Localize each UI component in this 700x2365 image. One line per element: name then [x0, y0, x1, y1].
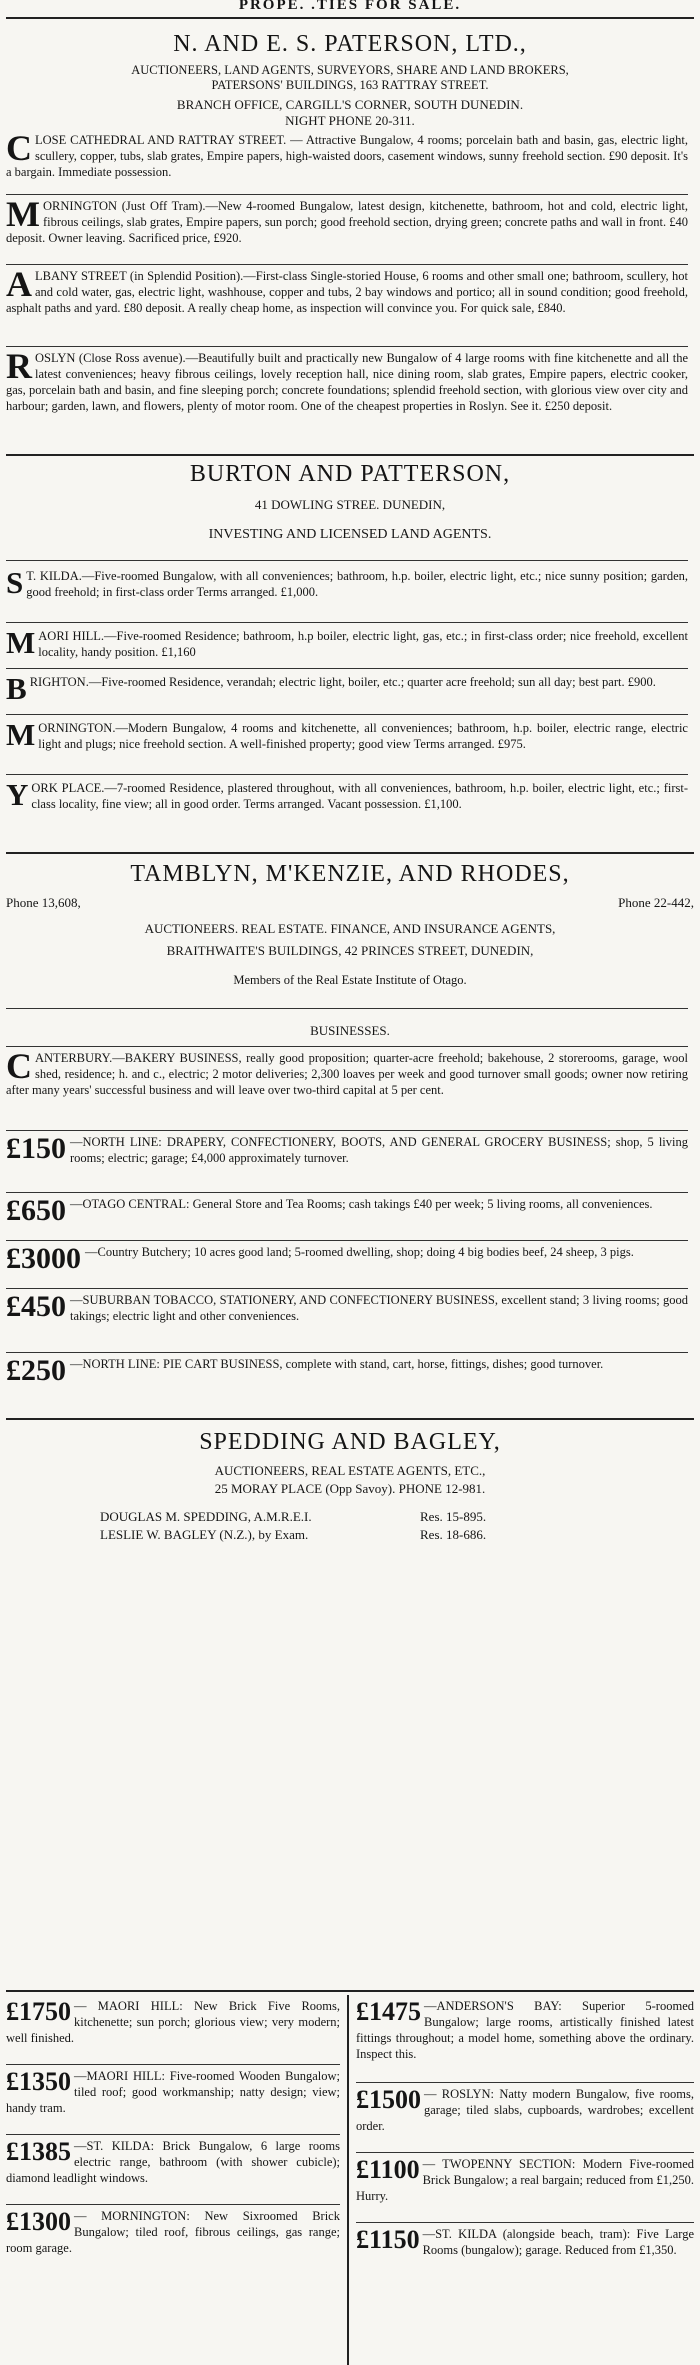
- ad-spedding-left-1: [6, 1998, 340, 2046]
- tamblyn-line2: BRAITHWAITE'S BUILDINGS, 42 PRINCES STREET, DUNEDIN,: [166, 943, 534, 958]
- ad-text: OSLYN (Close Ross avenue).—Beautifully built and practically new Bungalow of 4 large rooms with fine kitchenette and all the latest conveniences; heavy fibrous ceilings, lovely reception hall, nice dining room, slab grates, Empire papers, electric cooker, gas, porcelain bath and basin, and fine sleeping porch; concrete foundations; splendid freehold section, with glorious view over city and harbour; garden, lawn, and flowers, plenty of motor room. One of the cheapest properties in Roslyn. See it. £250 deposit.: [6, 351, 688, 413]
- ad-text: —ANDERSON'S BAY: Superior 5-roomed Bungalow; large rooms, artistically finished latest fittings throughout; a model home, something above the ordinary. Inspect this.: [356, 1999, 694, 2061]
- divider: [6, 714, 688, 715]
- divider: [6, 2204, 340, 2205]
- price: £650: [6, 1194, 66, 1227]
- ad-text: —NORTH LINE: PIE CART BUSINESS, complete with stand, cart, horse, fittings, dishes; good turnover.: [70, 1357, 604, 1371]
- divider: [6, 852, 694, 854]
- divider: [6, 1352, 688, 1353]
- ad-text: — MORNINGTON: New Sixroomed Brick Bungalow; tiled roof, fibrous ceilings, gas range; room garage.: [6, 2209, 340, 2255]
- ad-tamblyn-2: [6, 1194, 688, 1227]
- drop-cap: A: [6, 264, 32, 304]
- staff-res: Res. 15-895.: [420, 1509, 487, 1524]
- paterson-line4: NIGHT PHONE 20-311.: [285, 113, 415, 128]
- ad-paterson-4: [6, 346, 688, 414]
- divider: [6, 1008, 688, 1009]
- divider: [6, 17, 694, 19]
- drop-cap: S: [6, 565, 24, 600]
- price: £250: [6, 1354, 66, 1387]
- tamblyn-heading: BUSINESSES.: [310, 1023, 390, 1038]
- drop-cap: R: [6, 346, 32, 386]
- ad-text: ORNINGTON.—Modern Bungalow, 4 rooms and kitchenette, all conveniences; bathroom, h.p. boiler, electric range, electric light and plugs; nice freehold section. A well-finished property; good view Terms arranged. £975.: [38, 721, 688, 751]
- price: £1150: [356, 2225, 420, 2254]
- ad-text: ORK PLACE.—7-roomed Residence, plastered throughout, with all conveniences, bathroom, h.p. boiler, electric light, etc.; first-class locality, fine view; all in good order. Terms arranged. Vacant possession. £1,100.: [31, 781, 688, 811]
- price: £150: [6, 1132, 66, 1165]
- divider: [356, 2152, 694, 2153]
- paterson-line3: BRANCH OFFICE, CARGILL'S CORNER, SOUTH DUNEDIN.: [176, 97, 524, 112]
- ad-paterson-1: [6, 128, 688, 180]
- drop-cap: Y: [6, 777, 29, 812]
- ad-spedding-right-3: [356, 2156, 694, 2204]
- ad-text: AORI HILL.—Five-roomed Residence; bathroom, h.p boiler, electric light, gas, etc.; in first-class order; nice freehold, excellent locality, handy position. £1,160: [38, 629, 688, 659]
- divider: [6, 1288, 688, 1289]
- drop-cap: C: [6, 128, 32, 168]
- ad-burton-1: [6, 565, 688, 600]
- ad-text: —ST. KILDA (alongside beach, tram): Five Large Rooms (bungalow); garage. Reduced from £1,350.: [422, 2227, 694, 2257]
- ad-tamblyn-3: [6, 1242, 688, 1275]
- divider: [356, 2222, 694, 2223]
- ad-spedding-left-4: [6, 2208, 340, 2256]
- ad-text: —SUBURBAN TOBACCO, STATIONERY, AND CONFECTIONERY BUSINESS, excellent stand; 3 living rooms; good takings; electric light and other conveniences.: [70, 1293, 688, 1323]
- divider: [6, 668, 688, 669]
- spedding-line2: 25 MORAY PLACE (Opp Savoy). PHONE 12-981.: [214, 1481, 486, 1496]
- divider: [6, 454, 694, 456]
- tamblyn-name: TAMBLYN, M'KENZIE, AND RHODES,: [130, 861, 570, 887]
- ad-text: —NORTH LINE: DRAPERY, CONFECTIONERY, BOOTS, AND GENERAL GROCERY BUSINESS; shop, 5 living rooms; electric; garage; £4,000 approximately turnover.: [70, 1135, 688, 1165]
- phone-left: Phone 13,608,: [6, 895, 81, 910]
- divider: [6, 560, 688, 561]
- column-divider: [347, 1995, 349, 2365]
- page-title: PROPE. .TIES FOR SALE.: [238, 0, 462, 13]
- ad-text: — TWOPENNY SECTION: Modern Five-roomed Brick Bungalow; a real bargain; reduced from £1,250. Hurry.: [356, 2157, 694, 2203]
- ad-spedding-left-3: [6, 2138, 340, 2186]
- paterson-name: N. AND E. S. PATERSON, LTD.,: [173, 31, 527, 57]
- price: £1385: [6, 2137, 71, 2166]
- price: £450: [6, 1290, 66, 1323]
- ad-burton-2: [6, 625, 688, 660]
- staff-name: DOUGLAS M. SPEDDING, A.M.R.E.I.: [100, 1509, 312, 1524]
- ad-text: LOSE CATHEDRAL AND RATTRAY STREET. — Attractive Bungalow, 4 rooms; porcelain bath and basin, gas, electric light, scullery, copper, tubs, slab grates, Empire papers, high-waisted doors, casement windows, sunny freehold section. £90 deposit. It's a bargain. Immediate possession.: [6, 133, 688, 179]
- ad-burton-3: [6, 671, 688, 706]
- phone-right: Phone 22-442,: [618, 895, 694, 910]
- price: £1500: [356, 2085, 421, 2114]
- ad-text: — ROSLYN: Natty modern Bungalow, five rooms, garage; tiled slabs, cupboards, wardrobes; excellent order.: [356, 2087, 694, 2133]
- divider: [6, 622, 688, 623]
- price: £1750: [6, 1997, 71, 2026]
- ad-paterson-3: [6, 264, 688, 316]
- drop-cap: C: [6, 1046, 32, 1086]
- divider: [6, 1418, 694, 1420]
- divider: [6, 264, 688, 265]
- divider: [6, 346, 688, 347]
- ad-tamblyn-5: [6, 1354, 688, 1387]
- divider: [6, 2064, 340, 2065]
- divider: [356, 2082, 694, 2083]
- price: £3000: [6, 1242, 81, 1275]
- drop-cap: M: [6, 625, 36, 660]
- drop-cap: M: [6, 717, 36, 752]
- drop-cap: B: [6, 671, 27, 706]
- divider: [6, 1990, 694, 1992]
- ad-text: —Country Butchery; 10 acres good land; 5-roomed dwelling, shop; doing 4 big bodies beef, 24 sheep, 3 pigs.: [85, 1245, 634, 1259]
- drop-cap: M: [6, 194, 40, 234]
- tamblyn-phones: [6, 895, 694, 911]
- ad-paterson-2: [6, 194, 688, 246]
- ad-text: T. KILDA.—Five-roomed Bungalow, with all conveniences; bathroom, h.p. boiler, electric light, etc.; nice sunny position; garden, good freehold; in first-class order Terms arranged. £1,000.: [26, 569, 688, 599]
- ad-spedding-right-2: [356, 2086, 694, 2134]
- staff-row: [100, 1508, 600, 1525]
- price: £1100: [356, 2155, 420, 2184]
- divider: [6, 1046, 688, 1047]
- price: £1475: [356, 1997, 421, 2026]
- ad-text: LBANY STREET (in Splendid Position).—First-class Single-storied House, 6 rooms and other small one; bathroom, scullery, hot and cold water, gas, electric light, washhouse, copper and tubs, 2 bay windows and portico; all in sound condition; good freehold, asphalt paths and yard. £80 deposit. A really cheap home, as inspection will convince you. For quick sale, £840.: [6, 269, 688, 315]
- spedding-name: SPEDDING AND BAGLEY,: [199, 1429, 501, 1455]
- burton-desc: INVESTING AND LICENSED LAND AGENTS.: [208, 527, 492, 542]
- paterson-line2: PATERSONS' BUILDINGS, 163 RATTRAY STREET.: [211, 78, 489, 92]
- ad-tamblyn-4: [6, 1292, 688, 1324]
- tamblyn-line1: AUCTIONEERS. REAL ESTATE. FINANCE, AND INSURANCE AGENTS,: [144, 921, 556, 936]
- divider: [6, 1240, 688, 1241]
- ad-text: RIGHTON.—Five-roomed Residence, verandah; electric light, boiler, etc.; quarter acre freehold; sun all day; best part. £900.: [29, 675, 656, 689]
- divider: [6, 1130, 688, 1131]
- staff-name: LESLIE W. BAGLEY (N.Z.), by Exam.: [100, 1527, 309, 1542]
- ad-text: —ST. KILDA: Brick Bungalow, 6 large rooms electric range, bathroom (with shower cubicle); diamond leadlight windows.: [6, 2139, 340, 2185]
- ad-burton-4: [6, 717, 688, 752]
- divider: [6, 2134, 340, 2135]
- burton-address: 41 DOWLING STREE. DUNEDIN,: [254, 497, 446, 512]
- spedding-line1: AUCTIONEERS, REAL ESTATE AGENTS, ETC.,: [214, 1463, 486, 1478]
- price: £1350: [6, 2067, 71, 2096]
- ad-tamblyn-1: [6, 1134, 688, 1166]
- ad-tamblyn-lead: [6, 1046, 688, 1098]
- ad-spedding-left-2: [6, 2068, 340, 2116]
- ad-spedding-right-4: [356, 2226, 694, 2258]
- ad-spedding-right-1: [356, 1998, 694, 2062]
- ad-text: ORNINGTON (Just Off Tram).—New 4-roomed Bungalow, latest design, kitchenette, bathroom, hot and cold, electric light, fibrous ceilings, slab grates, Empire papers, sun porch; good freehold section, drying green; concrete paths and wall in front. £40 deposit. Owner leaving. Sacrificed price, £920.: [6, 199, 688, 245]
- ad-text: — MAORI HILL: New Brick Five Rooms, kitchenette; sun porch; glorious view; very modern; well finished.: [6, 1999, 340, 2045]
- ad-burton-5: [6, 777, 688, 812]
- divider: [6, 1192, 688, 1193]
- tamblyn-line3: Members of the Real Estate Institute of Otago.: [233, 973, 467, 987]
- ad-text: —OTAGO CENTRAL: General Store and Tea Rooms; cash takings £40 per week; 5 living rooms, all conveniences.: [70, 1197, 653, 1211]
- staff-res: Res. 18-686.: [420, 1527, 487, 1542]
- paterson-line1: AUCTIONEERS, LAND AGENTS, SURVEYORS, SHARE AND LAND BROKERS,: [131, 63, 569, 77]
- divider: [6, 194, 688, 195]
- staff-row: [100, 1526, 600, 1543]
- ad-text: —MAORI HILL: Five-roomed Wooden Bungalow; tiled roof; good workmanship; natty design; view; handy tram.: [6, 2069, 340, 2115]
- price: £1300: [6, 2207, 71, 2236]
- ad-text: ANTERBURY.—BAKERY BUSINESS, really good proposition; quarter-acre freehold; bakehouse, 2 storerooms, garage, wool shed, residence; h. and c., electric; 2 motor deliveries; 2,300 loaves per week and good turnover small goods; owner now retiring after many years' successful business and will leave over two-third capital at 5 per cent.: [6, 1051, 688, 1097]
- burton-name: BURTON AND PATTERSON,: [189, 461, 511, 487]
- divider: [6, 774, 688, 775]
